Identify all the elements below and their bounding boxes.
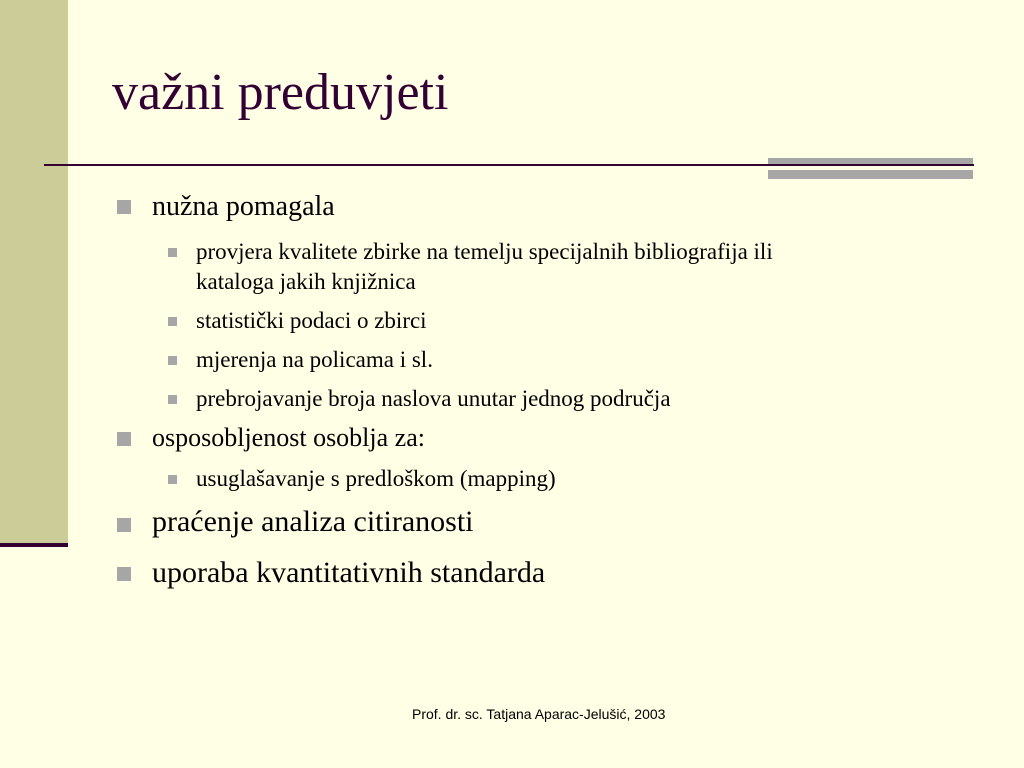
slide-title: važni preduvjeti xyxy=(112,64,449,121)
bullet-marker xyxy=(117,200,131,214)
bullet-marker xyxy=(117,432,131,446)
sub-bullet-marker xyxy=(168,317,177,326)
slide-footer: Prof. dr. sc. Tatjana Aparac-Jelušić, 2003 xyxy=(412,706,666,722)
sub-bullet-1-4: prebrojavanje broja naslova unutar jednog područja xyxy=(196,386,671,411)
bullet-item-3: praćenje analiza citiranosti xyxy=(152,505,474,538)
sub-bullet-marker xyxy=(168,248,177,257)
sub-bullet-marker xyxy=(168,356,177,365)
bullet-marker xyxy=(117,518,131,532)
bullet-item-1: nužna pomagala xyxy=(152,191,335,222)
sub-bullet-1-3: mjerenja na policama i sl. xyxy=(196,347,433,372)
sub-bullet-1-1-line1: provjera kvalitete zbirke na temelju specijalnih bibliografija ili xyxy=(196,239,773,264)
bullet-marker xyxy=(117,567,131,581)
bullet-item-4: uporaba kvantitativnih standarda xyxy=(152,556,546,589)
sub-bullet-1-1-line2: kataloga jakih knjižnica xyxy=(196,269,416,294)
sub-bullet-2-1: usuglašavanje s predloškom (mapping) xyxy=(196,466,556,491)
sub-bullet-marker xyxy=(168,475,177,484)
bullet-item-2: osposobljenost osoblja za: xyxy=(152,423,425,452)
sub-bullet-1-2: statistički podaci o zbirci xyxy=(196,308,427,333)
sub-bullet-marker xyxy=(168,395,177,404)
